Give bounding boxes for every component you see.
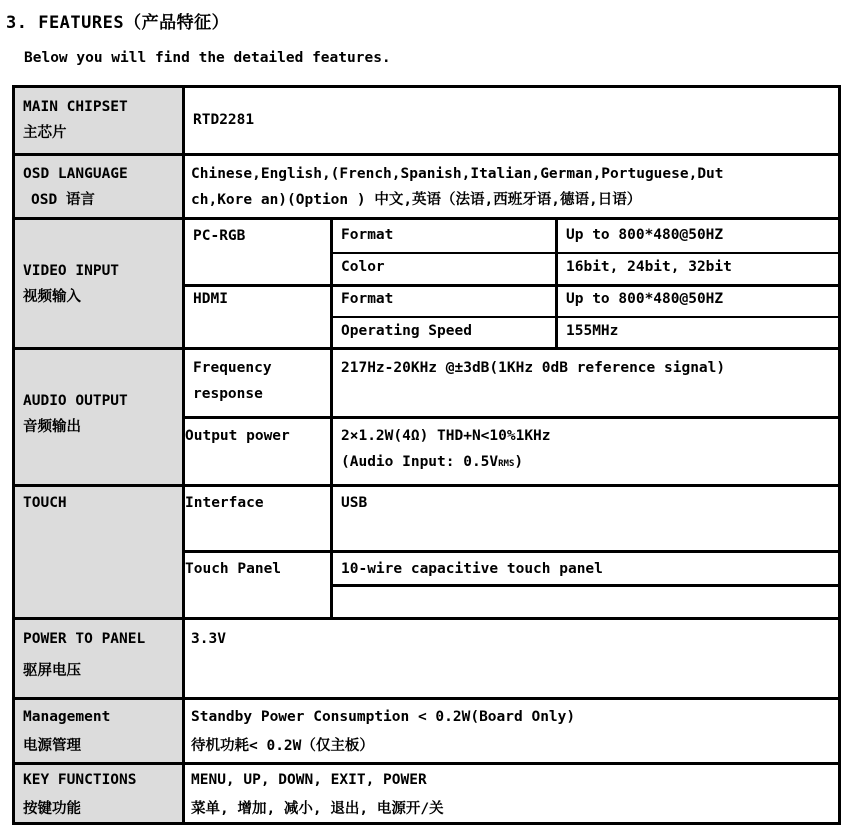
main-chipset-value-cell [185,88,838,153]
key-functions-label-en: KEY FUNCTIONS [23,772,137,788]
audio-key-cell [185,419,330,484]
interface-key: Interface [185,495,264,511]
video-key-cell [333,254,556,284]
osd-language-label-cell [15,156,182,217]
audio-output-label-cell [15,350,182,484]
frequency-response-key-line1: Frequency [193,360,272,376]
main-chipset-label-en: MAIN CHIPSET [23,99,128,115]
management-label-en: Management [23,709,111,725]
closing-paren: ) [514,454,524,470]
col-divider [330,487,333,617]
video-value-cell [558,318,838,347]
management-value-line2: 待机功耗< 0.2W（仅主板） [191,738,374,754]
osd-language-value-cell [185,156,838,217]
key-functions-label-cn: 按键功能 [23,801,81,817]
frequency-response-key-line2: response [193,386,263,402]
frequency-response-value: 217Hz-20KHz @±3dB(1KHz 0dB reference signal) [341,360,726,376]
video-key-cell [333,220,556,252]
power-to-panel-label-en: POWER TO PANEL [23,631,146,647]
touch-label-en: TOUCH [23,495,67,511]
pc-rgb-cell [185,220,330,284]
pc-rgb-format-key: Format [341,227,394,243]
audio-value-cell [333,350,838,416]
audio-output-label-cn: 音频输出 [23,419,81,435]
touch-value-cell [333,553,838,584]
hdmi-speed-key: Operating Speed [341,323,472,339]
hdmi-cell [185,286,330,347]
management-label-cn: 电源管理 [23,738,81,754]
osd-language-label-cn: OSD 语言 [31,192,95,208]
cell-divider [330,584,838,587]
key-functions-value-line1: MENU, UP, DOWN, EXIT, POWER [191,772,427,788]
video-key-cell [333,318,556,347]
cell-divider [330,316,838,318]
col-divider [330,350,333,484]
power-to-panel-label-cn: 驱屏电压 [23,663,81,679]
interface-value: USB [341,495,368,511]
col-divider [330,220,333,347]
hdmi-format-value: Up to 800*480@50HZ [566,291,724,307]
hdmi-label: HDMI [193,291,228,307]
main-chipset-label-cell [15,88,182,153]
touch-panel-value: 10-wire capacitive touch panel [341,561,603,577]
cell-divider [182,416,838,419]
video-key-cell [333,286,556,316]
key-functions-value-cell [185,765,838,822]
features-table [12,85,841,825]
rms-subscript: RMS [498,459,515,469]
touch-label-cell [15,487,182,617]
audio-value-cell [333,419,838,484]
touch-value-extra-cell [333,586,838,617]
osd-language-value-line1: Chinese,English,(French,Spanish,Italian,German,Portuguese,Dut [191,166,724,182]
management-value-line1: Standby Power Consumption < 0.2W(Board Only) [191,709,576,725]
cell-divider [182,284,838,287]
pc-rgb-label: PC-RGB [193,228,246,244]
power-to-panel-value: 3.3V [191,631,226,647]
power-to-panel-value-cell [185,620,838,697]
section-heading: 3. FEATURES（产品特征） [6,13,230,33]
intro-text: Below you will find the detailed features. [24,50,391,66]
video-input-label-cell [15,220,182,347]
key-functions-label-cell [15,765,182,822]
video-input-label-en: VIDEO INPUT [23,263,120,279]
video-input-label-cn: 视频输入 [23,289,81,305]
audio-output-label-en: AUDIO OUTPUT [23,393,128,409]
video-value-cell [558,254,838,284]
touch-key-cell [185,487,330,550]
col-divider [555,220,558,347]
video-value-cell [558,220,838,252]
osd-language-value-line2: ch,Kore an)(Option ) 中文,英语（法语,西班牙语,德语,日语） [191,192,642,208]
audio-key-cell [185,350,330,416]
management-value-cell [185,700,838,762]
key-functions-value-line2: 菜单, 增加, 减小, 退出, 电源开/关 [191,801,444,817]
hdmi-format-key: Format [341,291,394,307]
touch-panel-key: Touch Panel [185,561,282,577]
output-power-key: Output power [185,428,290,444]
output-power-value-line1: 2×1.2W(4Ω) THD+N<10%1KHz [341,428,551,444]
touch-key-cell [185,553,330,617]
management-label-cell [15,700,182,762]
video-value-cell [558,286,838,316]
touch-value-cell [333,487,838,550]
audio-input-text: (Audio Input: 0.5V [341,454,499,470]
cell-divider [330,252,838,254]
pc-rgb-format-value: Up to 800*480@50HZ [566,227,724,243]
output-power-value-line2 [341,449,838,477]
main-chipset-value: RTD2281 [193,112,255,128]
pc-rgb-color-value: 16bit, 24bit, 32bit [566,259,732,275]
main-chipset-label-cn: 主芯片 [23,125,67,141]
cell-divider [182,550,838,553]
hdmi-speed-value: 155MHz [566,323,619,339]
label-column-divider [182,88,185,822]
pc-rgb-color-key: Color [341,259,385,275]
osd-language-label-en: OSD LANGUAGE [23,166,128,182]
power-to-panel-label-cell [15,620,182,697]
